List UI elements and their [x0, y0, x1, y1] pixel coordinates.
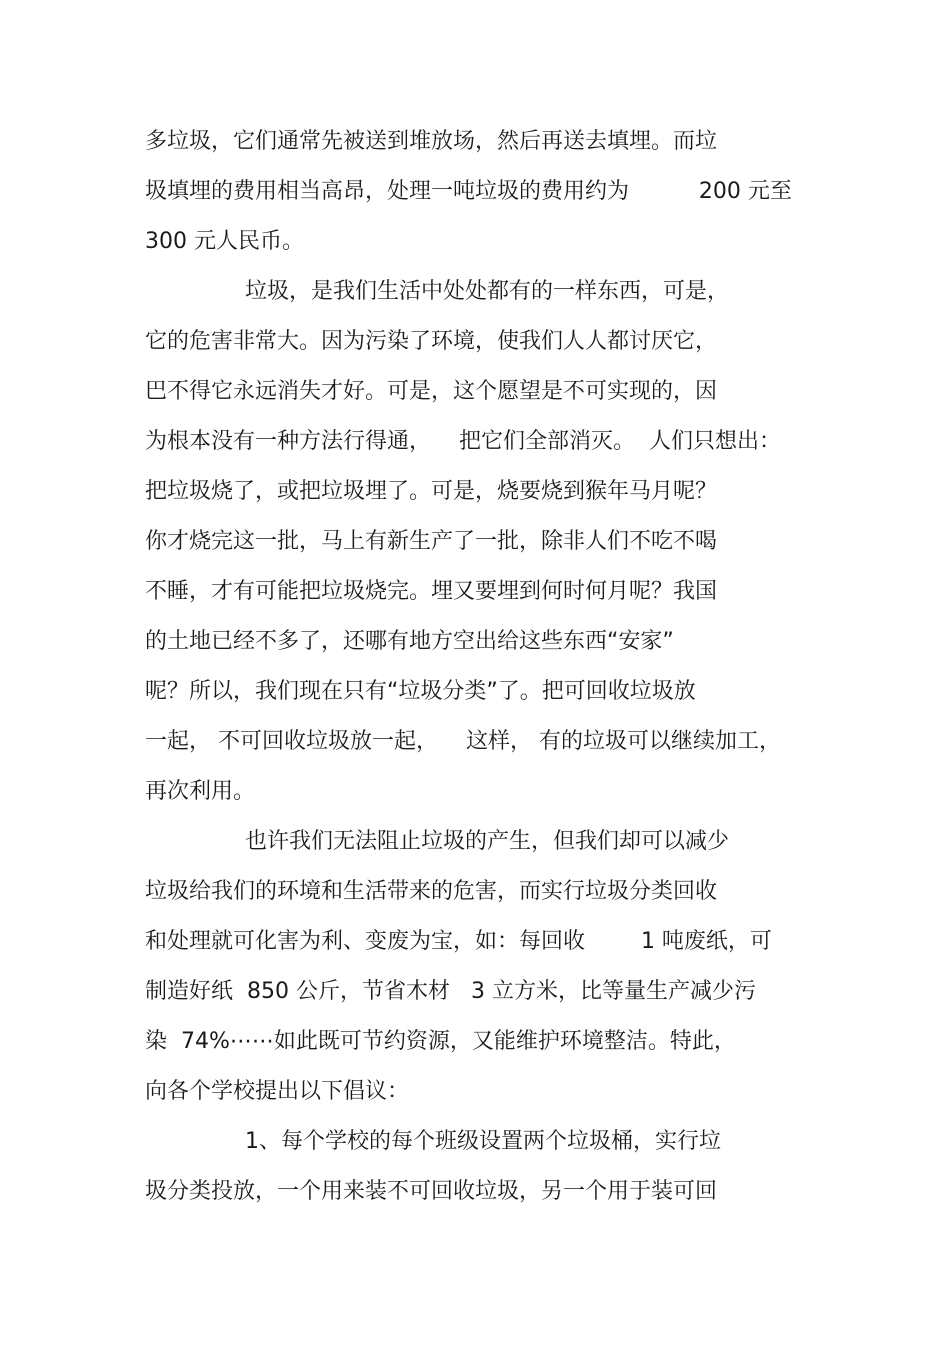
text-line: 不睡，才有可能把垃圾烧完。埋又要埋到何时何月呢？我国	[145, 579, 718, 604]
text-line: 它的危害非常大。因为污染了环境，使我们人人都讨厌它，	[145, 329, 718, 354]
text-line: 染 74%⋯⋯如此既可节约资源，又能维护环境整洁。特此，	[145, 1029, 736, 1054]
text-line: 再次利用。	[145, 779, 256, 804]
text-line: 圾分类投放，一个用来装不可回收垃圾，另一个用于装可回	[145, 1179, 718, 1204]
text-line: 和处理就可化害为利、变废为宝，如：每回收 1 吨废纸，可	[145, 929, 772, 954]
text-line: 垃圾给我们的环境和生活带来的危害，而实行垃圾分类回收	[145, 879, 718, 904]
text-line: 制造好纸 850 公斤，节省木材 3 立方米，比等量生产减少污	[145, 979, 756, 1004]
paragraph-first-line: 也许我们无法阻止垃圾的产生，但我们却可以减少	[245, 829, 730, 854]
text-line: 把垃圾烧了，或把垃圾埋了。可是，烧要烧到猴年马月呢？	[145, 479, 718, 504]
text-line: 向各个学校提出以下倡议：	[145, 1079, 410, 1104]
text-line: 圾填埋的费用相当高昂，处理一吨垃圾的费用约为 200 元至	[145, 179, 792, 204]
paragraph-first-line: 垃圾，是我们生活中处处都有的一样东西，可是，	[245, 279, 730, 304]
text-line: 的土地已经不多了，还哪有地方空出给这些东西“安家”	[145, 629, 674, 654]
text-line: 一起， 不可回收垃圾放一起， 这样， 有的垃圾可以继续加工，	[145, 729, 781, 754]
text-line: 多垃圾，它们通常先被送到堆放场，然后再送去填埋。而垃	[145, 129, 718, 154]
text-line: 你才烧完这一批，马上有新生产了一批，除非人们不吃不喝	[145, 529, 718, 554]
text-line: 呢？所以，我们现在只有“垃圾分类”了。把可回收垃圾放	[145, 679, 696, 704]
paragraph-first-line: 1、每个学校的每个班级设置两个垃圾桶，实行垃	[245, 1129, 721, 1154]
text-line: 巴不得它永远消失才好。可是，这个愿望是不可实现的，因	[145, 379, 718, 404]
text-line: 为根本没有一种方法行得通， 把它们全部消灭。 人们只想出：	[145, 429, 781, 454]
text-line: 300 元人民币。	[145, 229, 304, 254]
